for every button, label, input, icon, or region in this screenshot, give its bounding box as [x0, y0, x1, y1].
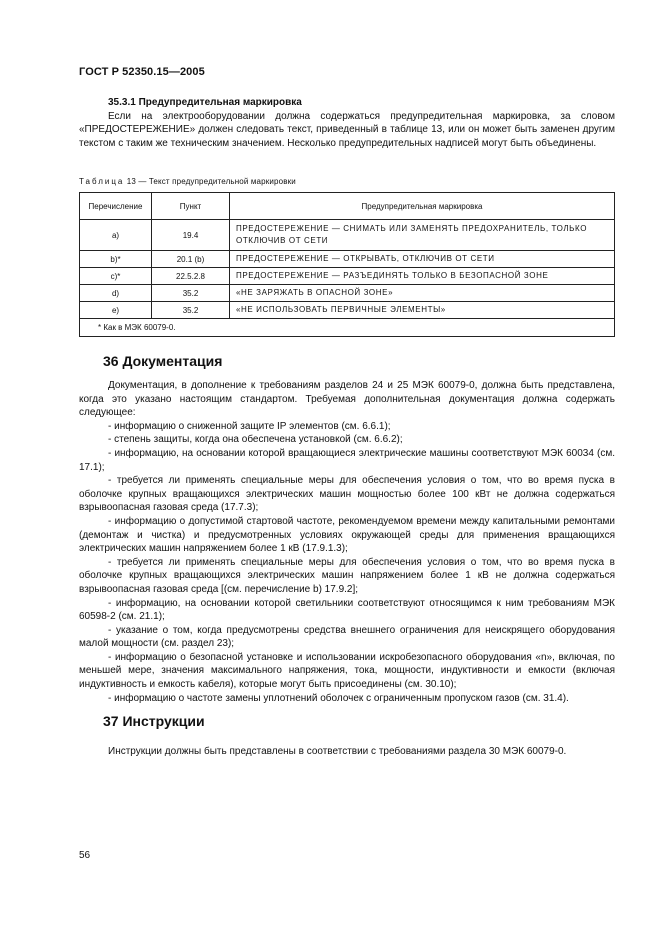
- cell-item: a): [80, 220, 152, 251]
- table-header-row: [80, 193, 615, 220]
- list-item: - информацию о частоте замены уплотнений оболочек с ограниченным пропуском газов (см. 31.4).: [108, 692, 569, 704]
- section-36-intro: Документация, в дополнение к требованиям разделов 24 и 25 МЭК 60079-0, должна быть представлена, когда это указано настоящим стандартом. Требуемая дополнительная документация должна содержать следующее:: [79, 380, 615, 419]
- cell-marking: ПРЕДОСТЕРЕЖЕНИЕ — РАЗЪЕДИНЯТЬ ТОЛЬКО В БЕЗОПАСНОЙ ЗОНЕ: [230, 268, 615, 285]
- section-36-body: [79, 379, 615, 705]
- page-number: 56: [79, 850, 91, 861]
- cell-clause: 35.2: [152, 302, 230, 319]
- cell-clause: 35.2: [152, 285, 230, 302]
- table-13-caption: [79, 177, 296, 186]
- section-35-3-1-text: Если на электрооборудовании должна содержаться предупредительная маркировка, за словом «ПРЕДОСТЕРЕЖЕНИЕ» должен следовать текст, приведенный в таблице 13, или он может быть заменен другим текстом с таким же техническим значением. Несколько предупредительных надписей могут быть объединены.: [79, 110, 615, 149]
- warning-marking-table: [79, 192, 615, 337]
- table-row: [80, 285, 615, 302]
- cell-item: d): [80, 285, 152, 302]
- column-header: Пункт: [152, 193, 230, 220]
- cell-marking: ПРЕДОСТЕРЕЖЕНИЕ — ОТКРЫВАТЬ, ОТКЛЮЧИВ ОТ СЕТИ: [230, 251, 615, 268]
- list-item: - требуется ли применять специальные меры для обеспечения условия о том, что во время пуска в оболочке крупных вращающихся электрических машин напряжением более 1 кВ не должна содержаться взрывоопасная газовая среда [(см. перечисление b) 17.9.2];: [79, 556, 615, 595]
- table-row: [80, 220, 615, 251]
- list-item: - указание о том, когда предусмотрены средства внешнего ограничения для неискрящего оборудования малой мощности (см. раздел 23);: [79, 624, 615, 650]
- table-footnote-row: [80, 319, 615, 337]
- section-35-3-1-title: 35.3.1 Предупредительная маркировка: [108, 97, 302, 108]
- list-item: - информацию о безопасной установке и использовании искробезопасного оборудования «n», включая, по меньшей мере, значения максимального напряжения, тока, мощности, индуктивности и емкости (включая индуктивность и емкость кабеля), которые могут быть присоединены (см. 30.10);: [79, 651, 615, 691]
- table-caption-rest: 13 — Текст предупредительной маркировки: [126, 177, 296, 186]
- cell-clause: 20.1 (b): [152, 251, 230, 268]
- cell-item: c)*: [80, 268, 152, 285]
- table-caption-prefix: Таблица: [79, 177, 125, 186]
- list-item: - степень защиты, когда она обеспечена установкой (см. 6.6.2);: [108, 434, 403, 446]
- column-header: Перечисление: [80, 193, 152, 220]
- section-37-text: Инструкции должны быть представлены в соответствии с требованиями раздела 30 МЭК 60079-0.: [108, 746, 567, 757]
- cell-marking: «НЕ ИСПОЛЬЗОВАТЬ ПЕРВИЧНЫЕ ЭЛЕМЕНТЫ»: [230, 302, 615, 319]
- list-item: - информацию о допустимой стартовой частоте, рекомендуемом времени между капитальными ремонтами (демонтаж и чистка) и предусмотренных условиях окружающей среды для применения вращающихся электрических машин напряжением более 1 кВ (17.9.1.3);: [79, 515, 615, 555]
- section-35-3-1: [79, 96, 615, 150]
- table-footnote: * Как в МЭК 60079-0.: [80, 319, 615, 337]
- list-item: - информацию, на основании которой светильники соответствуют относящимся к ним требованиям МЭК 60598-2 (см. 21.1);: [79, 597, 615, 623]
- list-item: - требуется ли применять специальные меры для обеспечения условия о том, что во время пуска в оболочке крупных вращающихся электрических машин мощностью более 100 кВт не должна содержаться взрывоопасная газовая среда (17.7.3);: [79, 475, 615, 514]
- list-item: - информацию о сниженной защите IP элементов (см. 6.6.1);: [108, 420, 391, 432]
- cell-clause: 19.4: [152, 220, 230, 251]
- section-36-title: 36 Документация: [103, 353, 223, 369]
- column-header: Предупредительная маркировка: [230, 193, 615, 220]
- section-37-title: 37 Инструкции: [103, 713, 205, 729]
- cell-item: b)*: [80, 251, 152, 268]
- list-item: - информацию, на основании которой вращающиеся электрические машины соответствуют МЭК 60034 (см. 17.1);: [79, 447, 615, 473]
- table-row: [80, 302, 615, 319]
- cell-clause: 22.5.2.8: [152, 268, 230, 285]
- table-row: [80, 251, 615, 268]
- document-code: ГОСТ Р 52350.15—2005: [79, 66, 205, 78]
- cell-item: e): [80, 302, 152, 319]
- cell-marking: ПРЕДОСТЕРЕЖЕНИЕ — СНИМАТЬ ИЛИ ЗАМЕНЯТЬ ПРЕДОХРАНИТЕЛЬ, ТОЛЬКО ОТКЛЮЧИВ ОТ СЕТИ: [230, 220, 615, 251]
- cell-marking: «НЕ ЗАРЯЖАТЬ В ОПАСНОЙ ЗОНЕ»: [230, 285, 615, 302]
- table-row: [80, 268, 615, 285]
